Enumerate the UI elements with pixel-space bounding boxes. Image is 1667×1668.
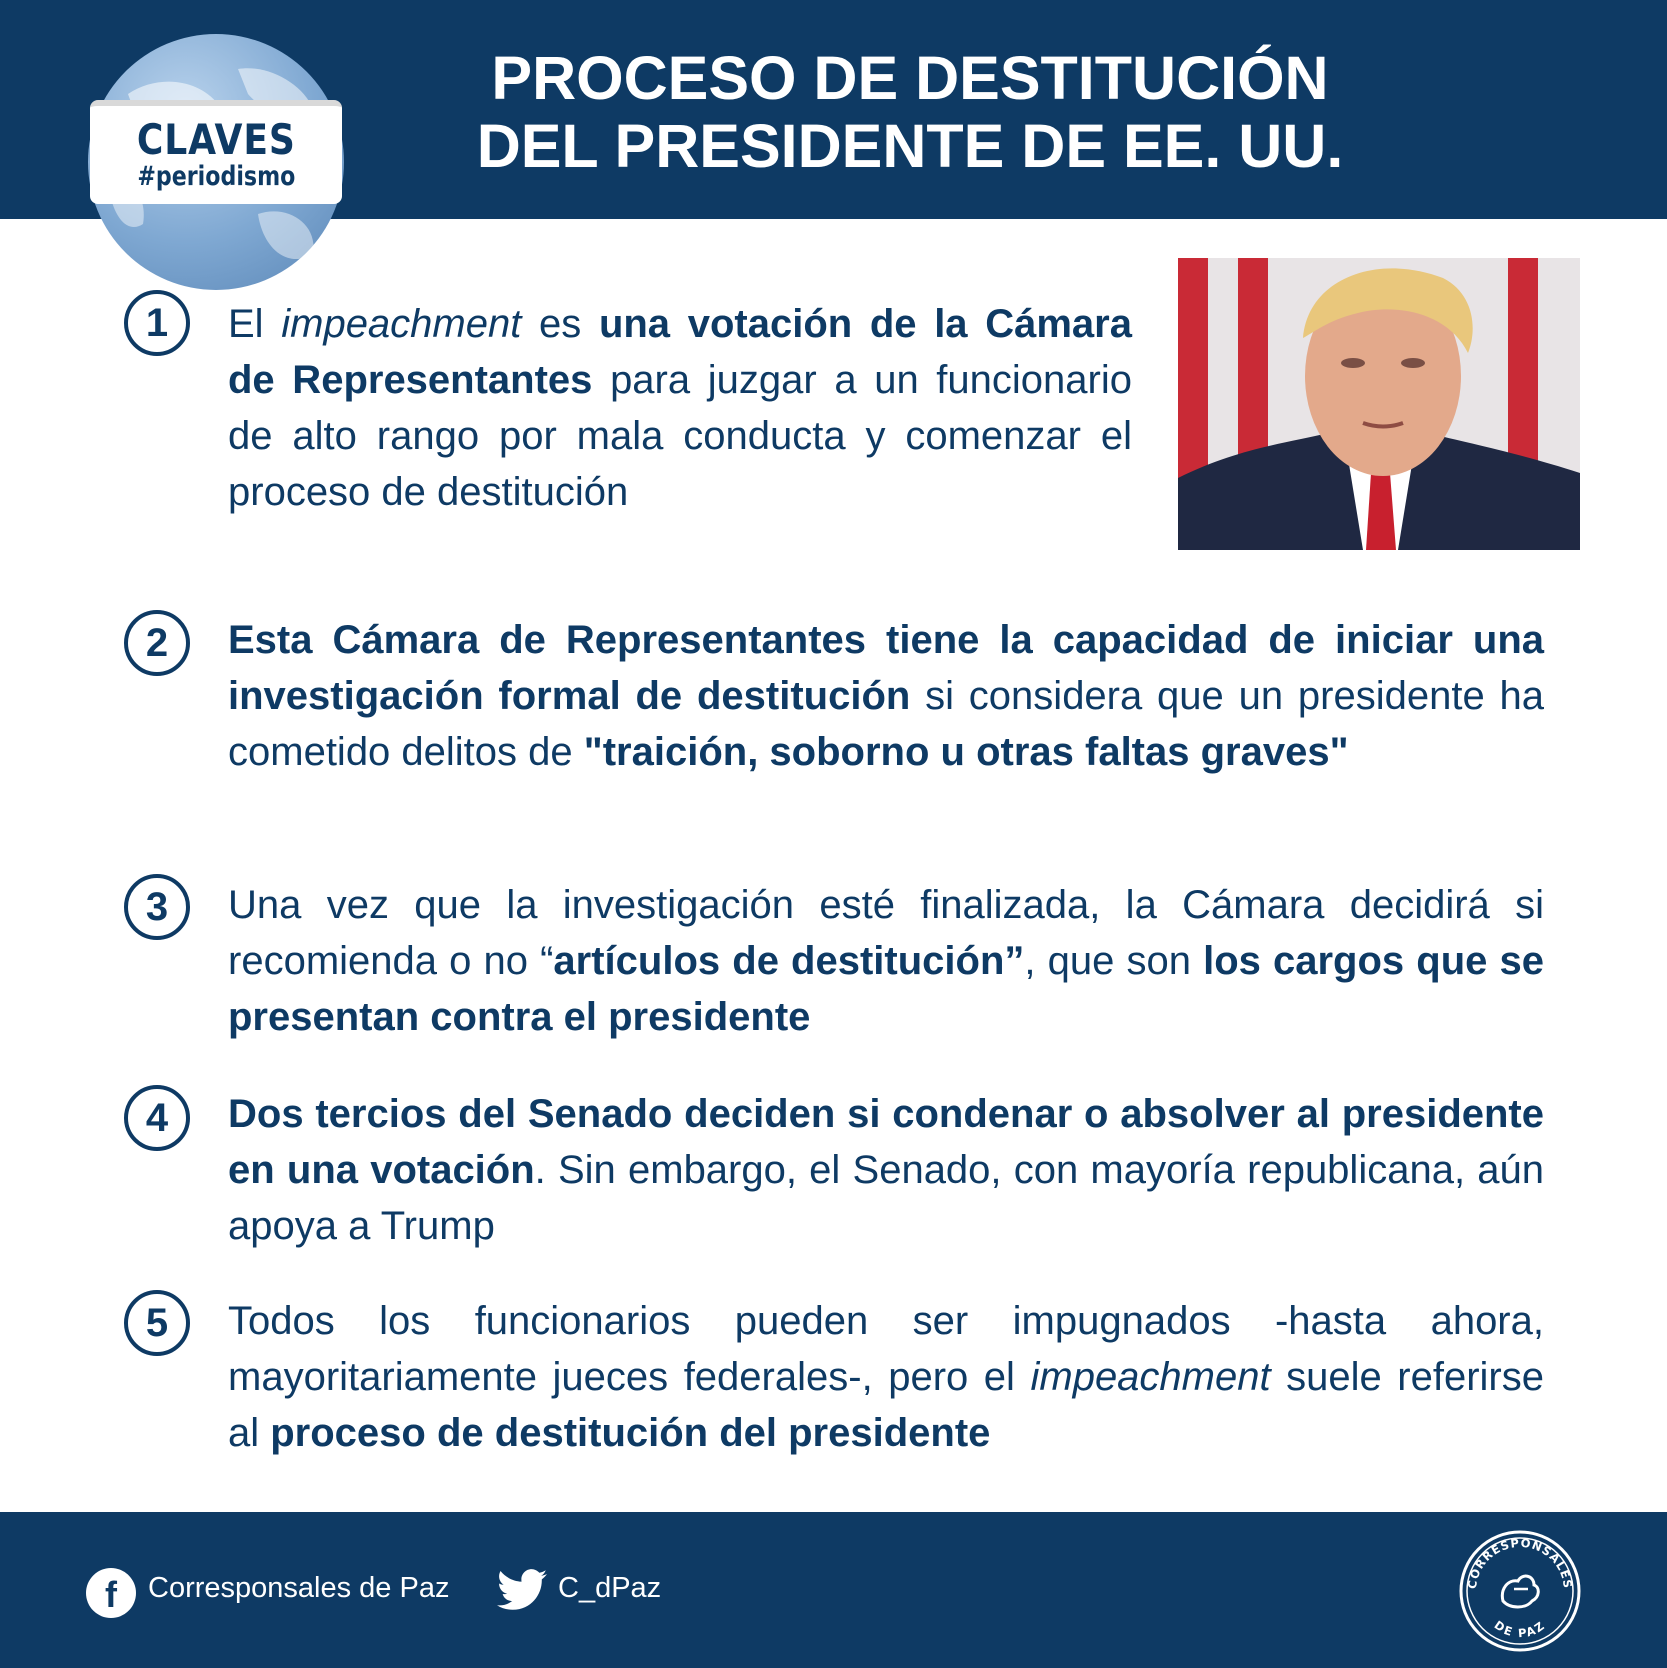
seal-logo xyxy=(1458,1529,1582,1653)
item-number-3: 3 xyxy=(124,874,190,940)
facebook-icon[interactable]: f xyxy=(86,1568,136,1618)
facebook-link[interactable]: Corresponsales de Paz xyxy=(148,1572,450,1604)
item-number-2: 2 xyxy=(124,610,190,676)
item-text-1: El impeachment es una votación de la Cámara de Representantes para juzgar a un funcionario de alto rango por mala conducta y comenzar el proceso de destitución xyxy=(228,302,1132,514)
twitter-link[interactable]: C_dPaz xyxy=(558,1572,662,1604)
page-title-line-1: PROCESO DE DESTITUCIÓN xyxy=(491,44,1329,112)
svg-text:DE PAZ xyxy=(1492,1618,1549,1640)
item-text-2: Esta Cámara de Representantes tiene la capacidad de iniciar una investigación formal de destitución si considera que un presidente ha cometido delitos de "traición, soborno u otras faltas graves" xyxy=(228,618,1544,774)
item-number-5: 5 xyxy=(124,1290,190,1356)
page-title-line-2: DEL PRESIDENTE DE EE. UU. xyxy=(476,112,1344,180)
item-number-1: 1 xyxy=(124,290,190,356)
page-title xyxy=(380,44,1440,180)
item-number-4: 4 xyxy=(124,1085,190,1151)
claves-hashtag: #periodismo xyxy=(136,161,296,192)
president-photo xyxy=(1178,258,1580,550)
claves-badge xyxy=(90,100,342,204)
item-text-3: Una vez que la investigación esté finalizada, la Cámara decidirá si recomienda o no “artículos de destitución”, que son los cargos que se presentan contra el presidente xyxy=(228,883,1545,1039)
twitter-icon[interactable] xyxy=(497,1568,547,1612)
seal-bottom-text: DE PAZ xyxy=(1491,1617,1549,1641)
item-text-5: Todos los funcionarios pueden ser impugnados -hasta ahora, mayoritariamente jueces federales-, pero el impeachment suele referirse al proceso de destitución del presidente xyxy=(228,1299,1544,1455)
item-text-4: Dos tercios del Senado deciden si condenar o absolver al presidente en una votación. Sin embargo, el Senado, con mayoría republicana, aún apoya a Trump xyxy=(228,1092,1544,1248)
claves-word: CLAVES xyxy=(136,115,296,164)
seal-top-text: CORRESPONSALES xyxy=(1464,1535,1576,1590)
svg-text:CORRESPONSALES xyxy=(1465,1536,1575,1590)
